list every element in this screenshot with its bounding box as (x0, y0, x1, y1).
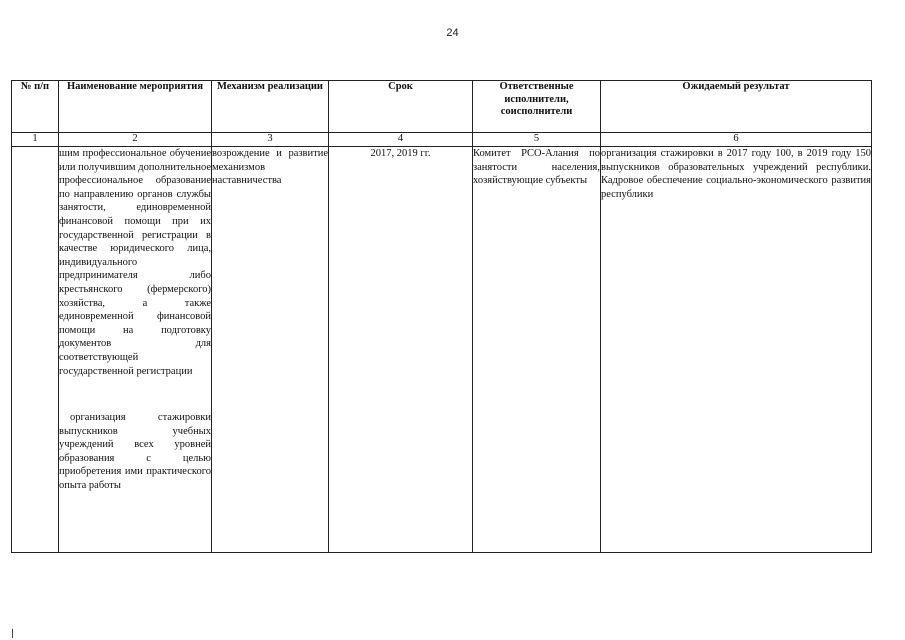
measures-table (11, 80, 872, 553)
scan-margin-mark (12, 629, 13, 638)
cell-mechanism: возрождение и развитие механизмов наставничества (212, 147, 329, 553)
header-term (329, 81, 473, 133)
header-name (59, 81, 212, 133)
header-number-label: № п/п (20, 81, 50, 92)
cell-responsible: Комитет РСО-Алания по занятости населения, хозяйствующие субъекты (473, 147, 601, 553)
column-number: 2 (59, 133, 212, 147)
page-number: 24 (446, 27, 459, 39)
cell-term: 2017, 2019 гг. (329, 147, 473, 553)
header-name-label: Наименование мероприятия (66, 81, 204, 92)
header-mechanism-label: Механизм реализации (217, 81, 323, 92)
column-number: 3 (212, 133, 329, 147)
header-responsible-label: Ответственные исполнители, соисполнители (499, 81, 574, 117)
column-number: 4 (329, 133, 473, 147)
measure-name-continued: шим профессиональное обучение или получившим дополнительное профессиональное образование по направлению органов службы занятости, единовременной финансовой помощи при их государственной регистрации в качестве юридического лица, индивидуального предпринимателя либо крестьянского (фермерского) хозяйства, а также единовременной финансовой помощи на подготовку документов для соответствующей государственной регистрации (59, 148, 211, 377)
table-header-row (12, 81, 872, 133)
table-row (12, 147, 872, 553)
column-number: 5 (473, 133, 601, 147)
cell-name (59, 147, 212, 553)
measure-name-internship: организация стажировки выпускников учебных учреждений всех уровней образования с целью приобретения ими практического опыта работы (59, 412, 211, 492)
header-responsible (473, 81, 601, 133)
header-result (601, 81, 872, 133)
column-number: 1 (12, 133, 59, 147)
cell-result: организация стажировки в 2017 году 100, в 2019 году 150 выпускников образовательных учреждений республики. Кадровое обеспечение социально-экономического развития республики (601, 147, 872, 553)
cell-number (12, 147, 59, 553)
column-numbers-row (12, 133, 872, 147)
header-number (12, 81, 59, 133)
column-number: 6 (601, 133, 872, 147)
header-result-label: Ожидаемый результат (682, 81, 790, 92)
header-mechanism (212, 81, 329, 133)
header-term-label: Срок (388, 81, 413, 92)
